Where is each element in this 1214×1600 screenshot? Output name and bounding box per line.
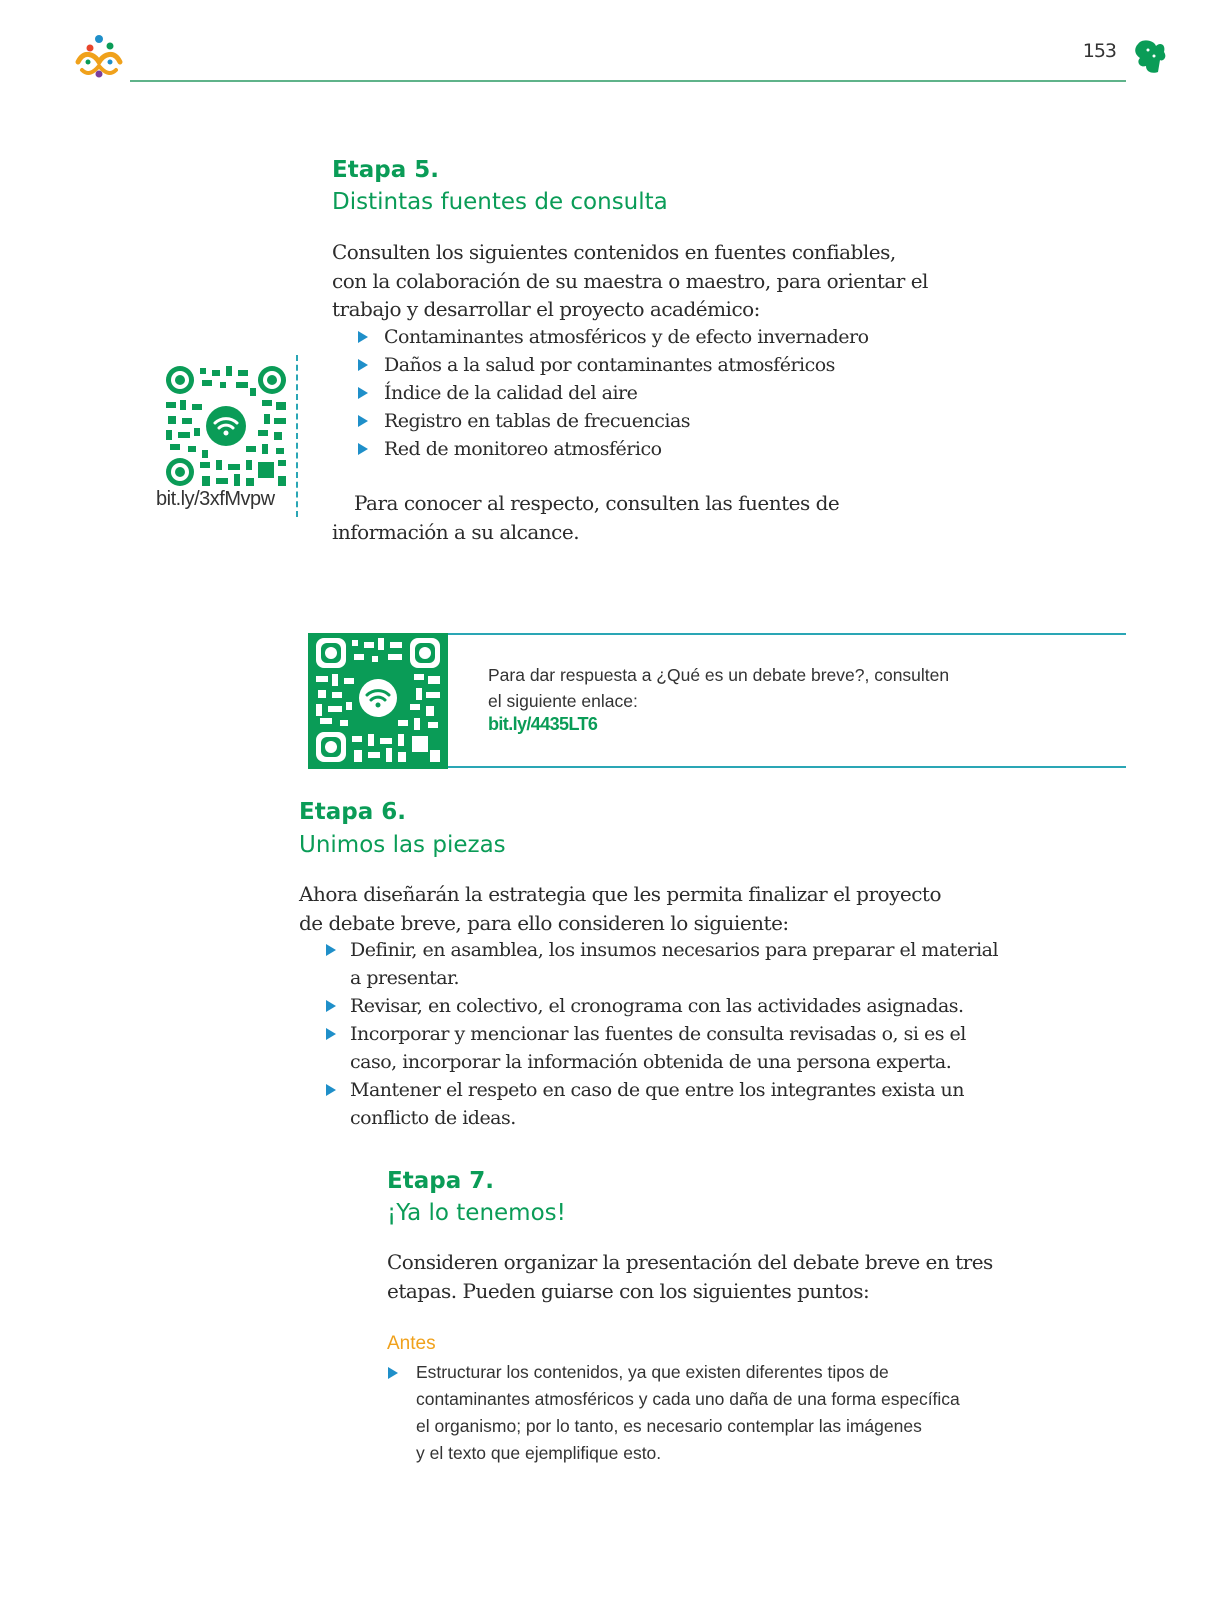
header-rule — [130, 80, 1126, 82]
list-item-line: Definir, en asamblea, los insumos necesarios para preparar el material — [350, 939, 999, 961]
etapa5-title: Distintas fuentes de consulta — [332, 189, 668, 215]
etapa5-number: Etapa 5. — [332, 157, 439, 183]
list-item-line: contaminantes atmosféricos y cada uno daña de una forma específica — [416, 1389, 960, 1409]
qr-box-text — [488, 662, 949, 714]
list-item-line: conflicto de ideas. — [350, 1107, 516, 1129]
etapa7-number: Etapa 7. — [387, 1168, 494, 1194]
qr-link-text[interactable]: bit.ly/3xfMvpw — [156, 488, 275, 510]
list-item — [358, 435, 869, 463]
antes-subheading: Antes — [387, 1333, 436, 1354]
bullet-triangle-icon — [358, 359, 368, 371]
etapa5-closing — [332, 489, 839, 546]
bullet-triangle-icon — [358, 331, 368, 343]
paragraph-line: Consulten los siguientes contenidos en fuentes confiables, — [332, 240, 896, 264]
list-item — [326, 992, 998, 1020]
box-bottom-rule — [446, 766, 1126, 768]
etapa6-intro — [299, 880, 941, 937]
qr-code-icon[interactable] — [166, 366, 286, 486]
etapa6-title: Unimos las piezas — [299, 832, 506, 858]
bullet-triangle-icon — [358, 387, 368, 399]
etapa6-number: Etapa 6. — [299, 799, 406, 825]
list-item-text: Contaminantes atmosféricos y de efecto invernadero — [384, 326, 869, 348]
page-number: 153 — [1082, 40, 1116, 62]
paragraph-line: de debate breve, para ello consideren lo siguiente: — [299, 910, 789, 935]
list-item-line: Mantener el respeto en caso de que entre los integrantes exista un — [350, 1079, 965, 1101]
bullet-triangle-icon — [326, 1084, 336, 1096]
bullet-triangle-icon — [358, 443, 368, 455]
list-item — [326, 1020, 998, 1076]
emblem-icon — [1134, 38, 1168, 74]
etapa7-intro — [387, 1248, 993, 1305]
list-item-line: y el texto que ejemplifique esto. — [416, 1443, 662, 1463]
list-item-line: a presentar. — [350, 967, 460, 989]
list-item — [358, 379, 869, 407]
paragraph-line: Ahora diseñarán la estrategia que les permita finalizar el proyecto — [299, 882, 941, 906]
list-item-line: el organismo; por lo tanto, es necesario contemplar las imágenes — [416, 1416, 922, 1436]
qr-box-text-line: el siguiente enlace: — [488, 691, 638, 711]
paragraph-line: Para conocer al respecto, consulten las fuentes de — [354, 491, 840, 515]
bullet-triangle-icon — [326, 1028, 336, 1040]
list-item — [388, 1359, 1214, 1467]
list-item-line: caso, incorporar la información obtenida de una persona experta. — [350, 1051, 952, 1073]
etapa6-bullet-list — [326, 936, 998, 1132]
list-item — [326, 1076, 998, 1132]
etapa7-title: ¡Ya lo tenemos! — [387, 1200, 566, 1226]
list-item-line: Revisar, en colectivo, el cronograma con las actividades asignadas. — [350, 995, 964, 1017]
list-item-text: Daños a la salud por contaminantes atmosféricos — [384, 354, 835, 376]
qr-box-text-line: Para dar respuesta a ¿Qué es un debate breve?, consulten — [488, 665, 950, 685]
etapa5-intro — [332, 238, 928, 324]
list-item — [358, 407, 869, 435]
logo-icon — [72, 32, 126, 86]
list-item-text: Red de monitoreo atmosférico — [384, 438, 662, 460]
paragraph-line: trabajo y desarrollar el proyecto académico: — [332, 297, 760, 321]
qr-code-icon[interactable] — [316, 638, 440, 762]
list-item-line: Estructurar los contenidos, ya que existen diferentes tipos de — [416, 1362, 889, 1382]
bullet-triangle-icon — [326, 1000, 336, 1012]
paragraph-line: Consideren organizar la presentación del debate breve en tres — [387, 1250, 993, 1274]
paragraph-line: con la colaboración de su maestra o maestro, para orientar el — [332, 268, 928, 293]
etapa5-bullet-list — [358, 323, 869, 463]
box-top-rule — [446, 633, 1126, 635]
bullet-triangle-icon — [358, 415, 368, 427]
list-item — [326, 936, 998, 992]
dashed-divider — [296, 355, 298, 517]
list-item-line: Incorporar y mencionar las fuentes de consulta revisadas o, si es el — [350, 1023, 966, 1045]
list-item — [358, 323, 869, 351]
paragraph-line: información a su alcance. — [332, 519, 580, 544]
qr-link-text[interactable]: bit.ly/4435LT6 — [488, 714, 598, 734]
list-item — [358, 351, 869, 379]
bullet-triangle-icon — [326, 944, 336, 956]
list-item-text: Registro en tablas de frecuencias — [384, 410, 691, 432]
paragraph-line: etapas. Pueden guiarse con los siguientes puntos: — [387, 1278, 870, 1303]
list-item-text: Índice de la calidad del aire — [384, 382, 638, 404]
bullet-triangle-icon — [388, 1367, 398, 1379]
